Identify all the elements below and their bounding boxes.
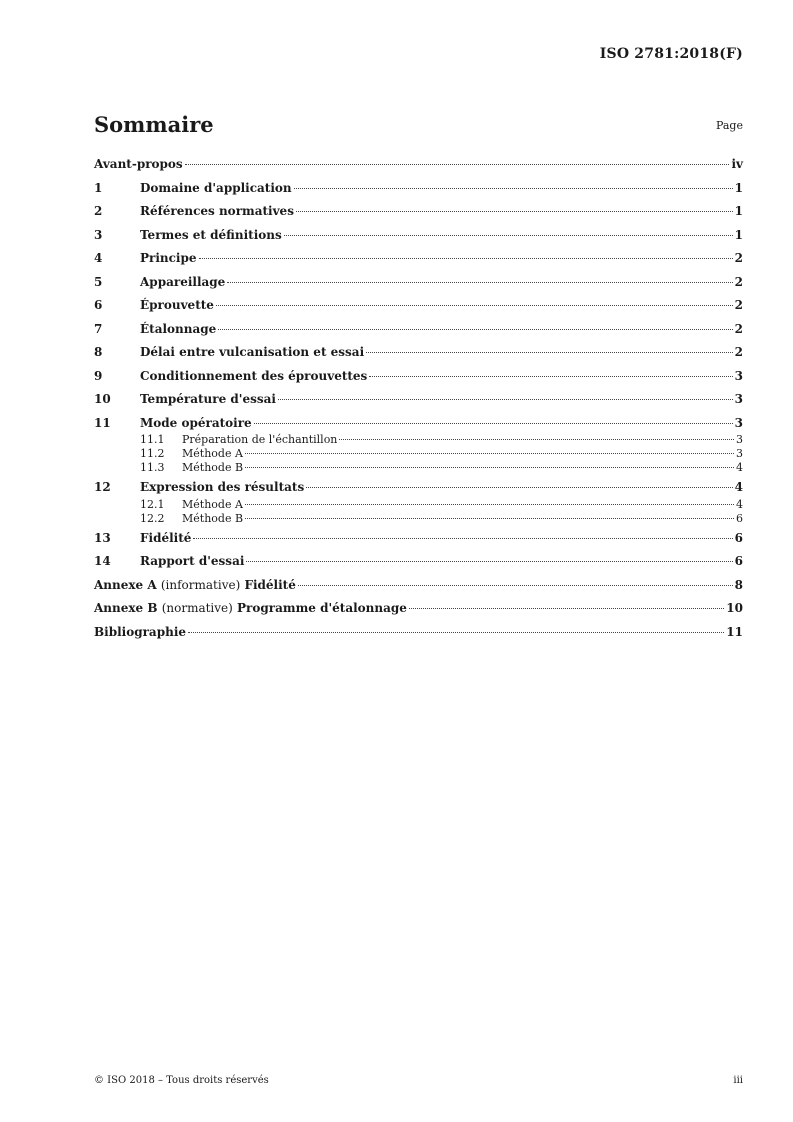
toc-entry-number: 11 bbox=[94, 415, 111, 430]
toc-entry-label bbox=[94, 601, 407, 615]
toc-entry-page: 6 bbox=[734, 554, 743, 568]
toc-entry-page: 2 bbox=[734, 298, 743, 312]
dot-leader bbox=[245, 518, 734, 519]
toc-entry-label: Rapport d'essai bbox=[140, 554, 245, 568]
toc-entry-avant-propos[interactable] bbox=[94, 157, 743, 181]
annex-title: Programme d'étalonnage bbox=[237, 601, 407, 615]
dot-leader bbox=[369, 376, 732, 377]
dot-leader bbox=[245, 504, 734, 505]
toc-entry-page: 2 bbox=[734, 251, 743, 265]
toc-entry-9[interactable] bbox=[94, 369, 743, 393]
dot-leader bbox=[284, 235, 733, 236]
toc-entry-2[interactable] bbox=[94, 204, 743, 228]
dot-leader bbox=[298, 585, 733, 586]
annex-prefix: Annexe A bbox=[94, 577, 157, 592]
toc-entry-label bbox=[94, 578, 296, 592]
toc-entry-page: 8 bbox=[734, 577, 743, 592]
dot-leader bbox=[216, 305, 733, 306]
toc-entry-3[interactable] bbox=[94, 228, 743, 252]
toc-entry-1[interactable] bbox=[94, 181, 743, 205]
table-of-contents bbox=[94, 157, 743, 648]
toc-subentry-label: Méthode B bbox=[182, 461, 244, 474]
toc-entry-page: 1 bbox=[734, 204, 743, 218]
toc-entry-label: Domaine d'application bbox=[140, 180, 292, 195]
dot-leader bbox=[409, 608, 724, 609]
toc-entry-label: Expression des résultats bbox=[140, 480, 305, 494]
toc-entry-bibliographie[interactable] bbox=[94, 625, 743, 649]
toc-subentry-label: Méthode A bbox=[182, 447, 243, 460]
toc-entry-number: 9 bbox=[94, 368, 103, 383]
toc-entry-page: 10 bbox=[726, 601, 743, 615]
dot-leader bbox=[245, 453, 734, 454]
toc-entry-label: Température d'essai bbox=[140, 392, 276, 406]
dot-leader bbox=[218, 329, 732, 330]
dot-leader bbox=[246, 561, 732, 562]
toc-subentry-page: 3 bbox=[736, 433, 743, 446]
toc-entry-page: 2 bbox=[734, 321, 743, 336]
toc-entry-label: Mode opératoire bbox=[140, 415, 252, 430]
toc-entry-number: 12 bbox=[94, 480, 111, 494]
dot-leader bbox=[366, 352, 732, 353]
toc-entry-number: 1 bbox=[94, 180, 103, 195]
toc-entry-number: 5 bbox=[94, 274, 103, 289]
toc-entry-14[interactable] bbox=[94, 554, 743, 578]
page-title: Sommaire bbox=[94, 112, 214, 137]
toc-entry-7[interactable] bbox=[94, 322, 743, 346]
dot-leader bbox=[339, 439, 734, 440]
toc-entry-page: 2 bbox=[734, 274, 743, 289]
toc-entry-number: 14 bbox=[94, 554, 111, 568]
toc-entry-page: 4 bbox=[734, 480, 743, 494]
toc-entry-page: 3 bbox=[734, 415, 743, 430]
toc-entry-page: 11 bbox=[726, 624, 743, 639]
toc-subentry-page: 6 bbox=[736, 511, 743, 525]
dot-leader bbox=[227, 282, 732, 283]
toc-entry-page: 1 bbox=[734, 227, 743, 242]
annex-title: Fidélité bbox=[244, 577, 296, 592]
toc-entry-label: Avant-propos bbox=[94, 157, 183, 171]
toc-subentry-number: 12.1 bbox=[140, 497, 165, 511]
toc-subentry-label: Méthode B bbox=[182, 511, 244, 525]
toc-entry-label: Bibliographie bbox=[94, 624, 187, 639]
page-column-label: Page bbox=[715, 119, 743, 132]
toc-entry-5[interactable] bbox=[94, 275, 743, 299]
toc-entry-annex-a[interactable] bbox=[94, 578, 743, 602]
toc-entry-label: Appareillage bbox=[140, 274, 226, 289]
toc-entry-number: 3 bbox=[94, 227, 103, 242]
toc-entry-10[interactable] bbox=[94, 392, 743, 416]
toc-subentry-11-2[interactable] bbox=[94, 447, 743, 461]
toc-entry-13[interactable] bbox=[94, 531, 743, 555]
toc-subentry-label: Méthode A bbox=[182, 497, 243, 511]
toc-subentry-number: 11.2 bbox=[140, 447, 165, 460]
toc-subentry-11-1[interactable] bbox=[94, 433, 743, 447]
dot-leader bbox=[199, 258, 733, 259]
toc-entry-label: Fidélité bbox=[140, 530, 192, 545]
annex-prefix: Annexe B bbox=[94, 601, 158, 615]
toc-entry-number: 8 bbox=[94, 345, 103, 359]
toc-entry-label: Références normatives bbox=[140, 204, 294, 218]
toc-entry-number: 7 bbox=[94, 321, 103, 336]
toc-entry-page: 3 bbox=[734, 392, 743, 406]
dot-leader bbox=[294, 188, 733, 189]
document-id: ISO 2781:2018(F) bbox=[599, 46, 743, 62]
toc-subentry-11-3[interactable] bbox=[94, 461, 743, 475]
toc-entry-number: 6 bbox=[94, 298, 103, 312]
dot-leader bbox=[254, 423, 733, 424]
dot-leader bbox=[278, 399, 733, 400]
dot-leader bbox=[296, 211, 733, 212]
dot-leader bbox=[245, 467, 734, 468]
toc-entry-page: 1 bbox=[734, 180, 743, 195]
toc-entry-6[interactable] bbox=[94, 298, 743, 322]
dot-leader bbox=[188, 632, 724, 633]
footer-copyright: © ISO 2018 – Tous droits réservés bbox=[94, 1075, 269, 1086]
toc-entry-8[interactable] bbox=[94, 345, 743, 369]
toc-entry-page: 6 bbox=[734, 530, 743, 545]
toc-entry-number: 10 bbox=[94, 392, 111, 406]
toc-entry-page: 2 bbox=[734, 345, 743, 359]
toc-entry-page: 3 bbox=[734, 368, 743, 383]
toc-entry-label: Conditionnement des éprouvettes bbox=[140, 368, 368, 383]
toc-subentry-number: 12.2 bbox=[140, 511, 165, 525]
dot-leader bbox=[193, 538, 732, 539]
toc-subsections-11 bbox=[94, 433, 743, 475]
footer-page-number: iii bbox=[733, 1075, 743, 1086]
toc-subsections-12 bbox=[94, 498, 743, 526]
toc-subentry-number: 11.1 bbox=[140, 433, 165, 446]
toc-subentry-number: 11.3 bbox=[140, 461, 165, 474]
toc-subentry-12-1[interactable] bbox=[94, 498, 743, 512]
toc-subentry-page: 4 bbox=[736, 461, 743, 474]
toc-subentry-page: 3 bbox=[736, 447, 743, 460]
dot-leader bbox=[306, 487, 732, 488]
toc-entry-label: Délai entre vulcanisation et essai bbox=[140, 345, 365, 359]
toc-entry-annex-b[interactable] bbox=[94, 601, 743, 625]
dot-leader bbox=[185, 164, 730, 165]
toc-entry-page: iv bbox=[731, 157, 743, 171]
toc-subentry-12-2[interactable] bbox=[94, 512, 743, 526]
toc-entry-label: Termes et définitions bbox=[140, 227, 282, 242]
toc-entry-number: 2 bbox=[94, 204, 103, 218]
annex-type: (informative) bbox=[160, 577, 241, 592]
toc-subentry-page: 4 bbox=[736, 497, 743, 511]
toc-entry-number: 13 bbox=[94, 530, 111, 545]
toc-entry-label: Étalonnage bbox=[140, 321, 217, 336]
toc-entry-label: Principe bbox=[140, 251, 197, 265]
annex-type: (normative) bbox=[161, 601, 233, 615]
toc-entry-4[interactable] bbox=[94, 251, 743, 275]
toc-subentry-label: Préparation de l'échantillon bbox=[182, 433, 338, 446]
toc-entry-label: Éprouvette bbox=[140, 298, 214, 312]
toc-entry-number: 4 bbox=[94, 251, 103, 265]
